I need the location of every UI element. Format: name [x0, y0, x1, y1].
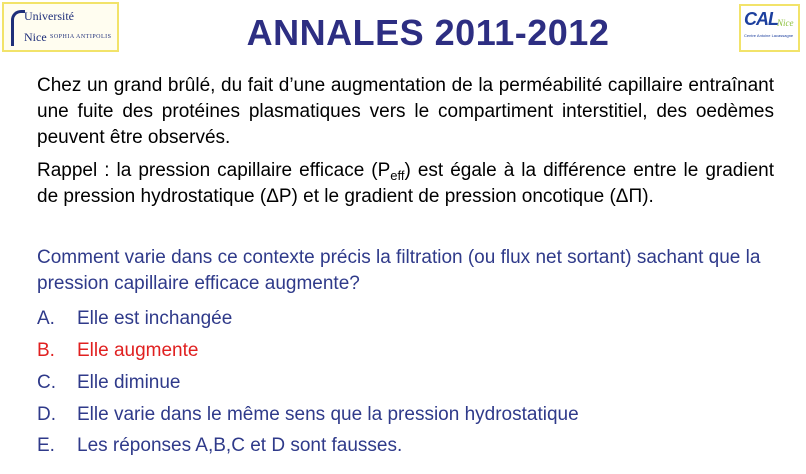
- reminder-subscript: eff: [390, 168, 405, 183]
- context-paragraph: Chez un grand brûlé, du fait d’une augmentation de la perméabilité capillaire entraînant une fuite des protéines plasmatiques vers le compartiment interstitiel, des oedèmes peuvent être observés.: [37, 75, 774, 148]
- logo-text-cal: CAL: [744, 9, 778, 29]
- option-letter: E.: [37, 435, 55, 456]
- option-text: Elle est inchangée: [77, 308, 233, 329]
- option-text: Les réponses A,B,C et D sont fausses.: [77, 435, 403, 456]
- option-c: [37, 371, 181, 395]
- reminder-paragraph: [37, 158, 774, 210]
- option-text: Elle augmente: [77, 340, 199, 361]
- logo-text-cal-nice: Nice: [777, 18, 794, 28]
- slide-title: ANNALES 2011-2012: [246, 12, 610, 53]
- option-b-correct: [37, 339, 198, 363]
- option-letter: C.: [37, 372, 56, 393]
- reminder-text-start: Rappel : la pression capillaire efficace (P: [37, 160, 391, 181]
- option-letter: D.: [37, 404, 56, 425]
- logo-text-tagline: Centre Antoine Lacassagne: [744, 33, 794, 38]
- logo-text-nice: Nice: [24, 30, 47, 44]
- option-e: [37, 434, 402, 458]
- logo-text-universite: Université: [24, 9, 74, 23]
- question-text: Comment varie dans ce contexte précis la filtration (ou flux net sortant) sachant que la pression capillaire efficace augmente?: [37, 247, 761, 294]
- logo-text-sophia: SOPHIA ANTIPOLIS: [50, 34, 112, 40]
- option-text: Elle diminue: [77, 372, 181, 393]
- option-letter: B.: [37, 340, 55, 361]
- option-text: Elle varie dans le même sens que la pression hydrostatique: [77, 404, 579, 425]
- option-letter: A.: [37, 308, 55, 329]
- option-a: [37, 307, 232, 331]
- option-d: [37, 403, 579, 427]
- reminder-text-end: ) est égale à la différence entre le gradient de pression hydrostatique (ΔP) et le gradient de pression oncotique (ΔΠ).: [37, 160, 774, 207]
